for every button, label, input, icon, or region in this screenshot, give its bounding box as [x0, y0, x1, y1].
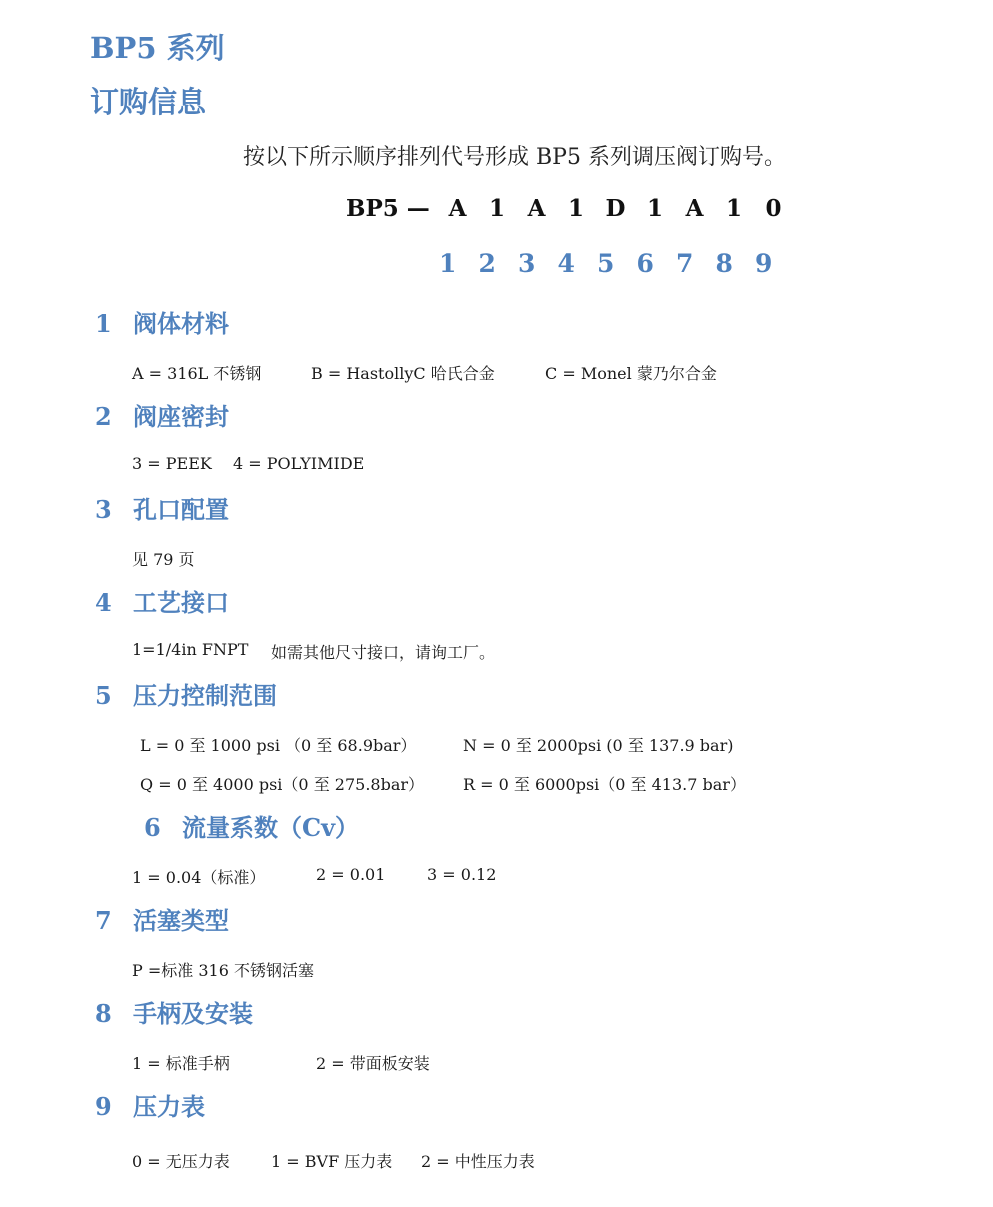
section-heading-flow-coefficient: 6 流量系数（Cv） [144, 813, 360, 842]
order-code-char: A [685, 195, 704, 222]
position-number: 9 [755, 249, 773, 278]
option-line: 见 79 页 [132, 550, 195, 569]
option-line: 2 = 中性压力表 [421, 1152, 535, 1171]
position-number: 4 [557, 249, 575, 278]
order-code-positions [428, 249, 784, 278]
option-line: 1 = BVF 压力表 [271, 1152, 393, 1171]
position-number: 5 [597, 249, 615, 278]
order-code-char: 1 [725, 195, 742, 222]
section-heading-orifice: 3 孔口配置 [95, 495, 229, 524]
option-line: L = 0 至 1000 psi （0 至 68.9bar） [140, 736, 417, 755]
option-line: R = 0 至 6000psi（0 至 413.7 bar） [463, 775, 746, 794]
option-line: 3 = PEEK [132, 454, 212, 473]
order-code-char: A [527, 195, 546, 222]
option-line: Q = 0 至 4000 psi（0 至 275.8bar） [140, 775, 425, 794]
position-number: 1 [439, 249, 457, 278]
order-code-char: 0 [765, 195, 782, 222]
option-line: 如需其他尺寸接口，请询工厂。 [271, 643, 496, 662]
section-heading-body-material: 1 阀体材料 [95, 309, 229, 338]
section-heading-process-port: 4 工艺接口 [95, 588, 229, 617]
section-heading-pressure-range: 5 压力控制范围 [95, 681, 277, 710]
option-line: C = Monel 蒙乃尔合金 [545, 364, 717, 383]
option-line: 4 = POLYIMIDE [233, 454, 365, 473]
option-line: N = 0 至 2000psi (0 至 137.9 bar) [463, 736, 734, 755]
option-line: B = HastollyC 哈氏合金 [311, 364, 495, 383]
order-code-char: 1 [488, 195, 505, 222]
intro-text: 按以下所示顺序排列代号形成 BP5 系列调压阀订购号。 [243, 145, 786, 170]
section-heading-piston-type: 7 活塞类型 [95, 906, 229, 935]
order-code-char: 1 [567, 195, 584, 222]
option-line: 1 = 0.04（标准） [132, 868, 266, 887]
section-heading-pressure-gauge: 9 压力表 [95, 1092, 205, 1121]
option-line: 2 = 带面板安装 [316, 1054, 430, 1073]
option-line: A = 316L 不锈钢 [132, 364, 262, 383]
option-line: 3 = 0.12 [427, 865, 497, 884]
section-heading-seat-seal: 2 阀座密封 [95, 402, 229, 431]
option-line: 1=1/4in FNPT [132, 640, 249, 659]
order-code [346, 195, 793, 222]
position-number: 6 [636, 249, 654, 278]
order-code-prefix: BP5 — [346, 195, 430, 222]
order-code-char: A [448, 195, 467, 222]
page-title: 订购信息 [90, 85, 207, 119]
section-heading-handle-mounting: 8 手柄及安装 [95, 999, 253, 1028]
option-line: 0 = 无压力表 [132, 1152, 230, 1171]
position-number: 8 [715, 249, 733, 278]
option-line: 2 = 0.01 [316, 865, 386, 884]
position-number: 2 [478, 249, 496, 278]
position-number: 3 [518, 249, 536, 278]
option-line: 1 = 标准手柄 [132, 1054, 230, 1073]
position-number: 7 [676, 249, 694, 278]
series-title: BP5 系列 [90, 31, 225, 65]
option-line: P =标准 316 不锈钢活塞 [132, 961, 314, 980]
order-code-char: 1 [646, 195, 663, 222]
order-code-char: D [605, 195, 626, 222]
